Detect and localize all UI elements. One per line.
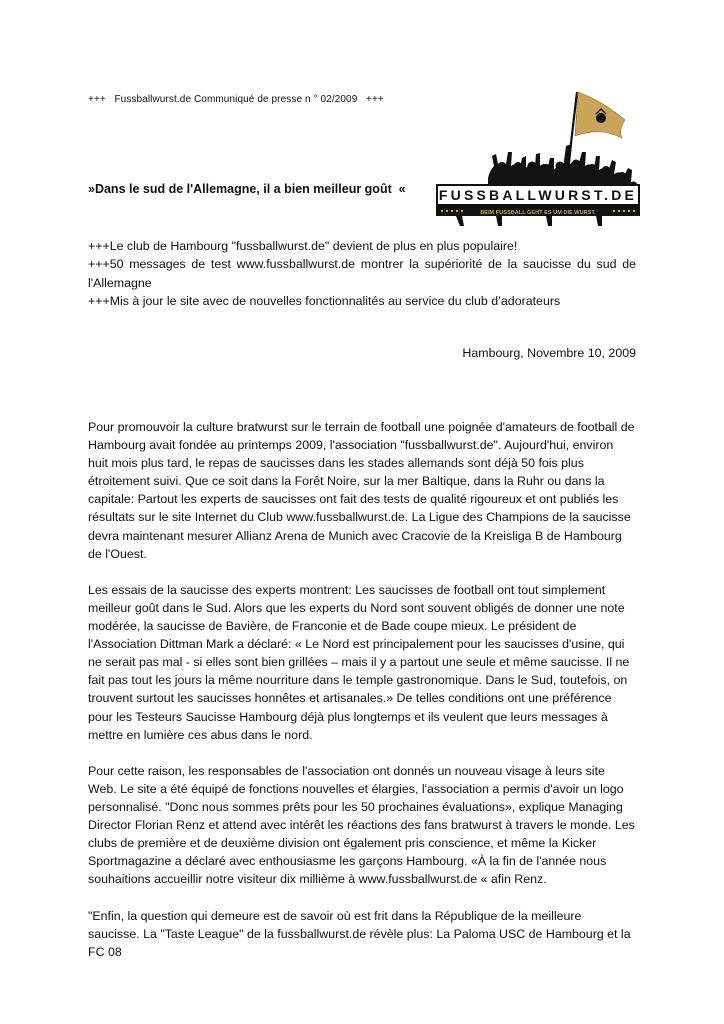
logo-wordmark: FUSSBALLWURST.DE [438, 187, 638, 203]
press-release-header: +++ Fussballwurst.de Communiqué de presse n ° 02/2009 +++ [88, 94, 384, 105]
article-paragraph: Pour promouvoir la culture bratwurst sur le terrain de football une poignée d'amateurs de football de Hambourg avait fondée au printemps 2009, l'association "fussballwurst.de". Aujourd'hui, environ huit mois plus tard, le repas de saucisses dans les stades allemands sont déjà 50 fois plus étroitement suivi. Que ce soit dans la Forêt Noire, sur la mer Baltique, dans la Ruhr ou dans la capitale: Partout les experts de saucisses ont fait des tests de qualité rigoureux et ont publiés les résultats sur le site Internet du Club www.fussballwurst.de. La Ligue des Champions de la saucisse devra maintenant mesurer Allianz Arena de Munich avec Cracovie de la Kreisliga B de Hambourg de l'Ouest. [88, 420, 635, 561]
article-paragraph: "Enfin, la question qui demeure est de savoir où est frit dans la République de la meilleure saucisse. La "Taste League" de la fussballwurst.de révèle plus: La Paloma USC de Hambourg et la FC 08 [88, 908, 631, 959]
logo-tagline: BEIM FUSSBALL GEHT ES UM DIE WURST. [480, 210, 596, 216]
highlight-item: +++Le club de Hambourg "fussballwurst.de" devient de plus en plus populaire! [88, 239, 518, 253]
highlights-list [88, 237, 636, 310]
headline: »Dans le sud de l'Allemagne, il a bien meilleur goût « [88, 182, 406, 196]
article-paragraph: Les essais de la saucisse des experts montrent: Les saucisses de football ont tout simplement meilleur goût dans le Sud. Alors que les experts du Nord sont souvent obligés de donner une note modérée, la saucisse de Bavière, de Franconie et de Bade coupe mieux. Le président de l'Association Dittman Mark a déclaré: « Le Nord est principalement pour les saucisses d'usine, qui ne serait pas mal - si elles sont bien grillées – mais il y a partout une seule et même saucisse. Il ne fait pas tout les jours la même nourriture dans le temple gastronomique. Dans le Sud, toutefois, on trouvent surtout les saucisses honnêtes et artisanales.» De telles conditions ont une préférence pour les Testeurs Saucisse Hambourg déjà plus longtemps et ils veulent que leurs messages à mettre en lumière ces abus dans le nord. [88, 582, 630, 742]
highlight-item: +++Mis à jour le site avec de nouvelles fonctionnalités au service du club d’adorateurs [88, 293, 561, 308]
article-body [88, 418, 636, 979]
fussballwurst-logo [436, 86, 640, 226]
highlight-item: +++50 messages de test www.fussballwurst.de montrer la supériorité de la saucisse du sud de l'Allemagne [88, 257, 636, 290]
article-paragraph: Pour cette raison, les responsables de l'association ont donnés un nouveau visage à leurs site Web. Le site a été équipé de fonctions nouvelles et élargies, l'association a permis d'avoir un logo personnalisé. "Donc nous sommes prêts pour les 50 prochaines évaluations», explique Managing Director Florian Renz et attend avec intérêt les réactions des fans bratwurst à travers le monde. Les clubs de première et de deuxième division ont également pris conscience, et même la Kicker Sportmagazine a déclaré avec enthousiasme les garçons Hambourg. «À la fin de l'année nous souhaitions accueillir notre visiteur dix millième à www.fussballwurst.de « afin Renz. [88, 763, 635, 887]
dateline: Hambourg, Novembre 10, 2009 [462, 346, 636, 360]
